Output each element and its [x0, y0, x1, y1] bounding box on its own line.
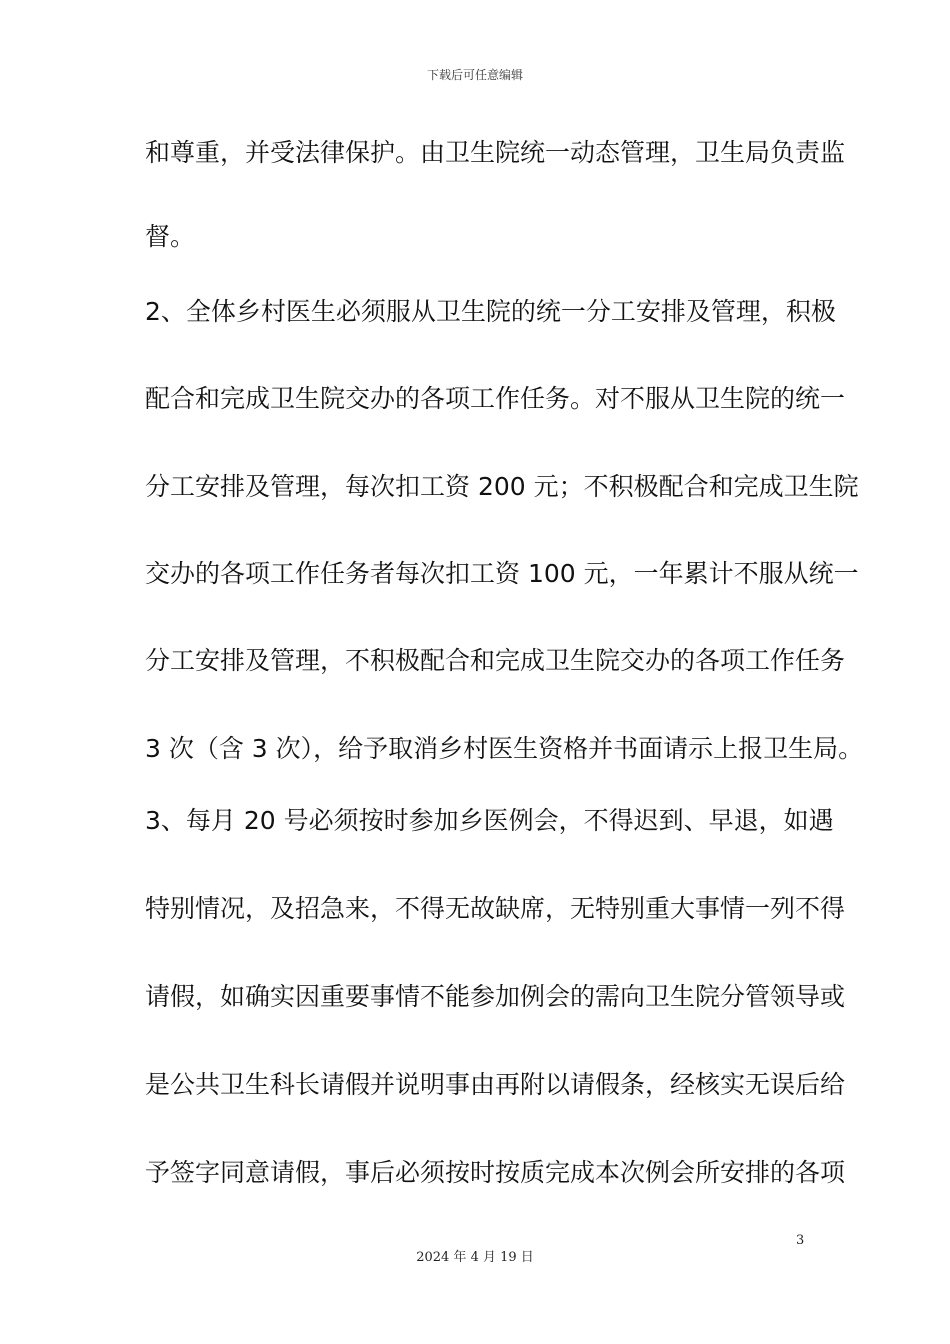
body-line-13: 予签字同意请假，事后必须按时按质完成本次例会所安排的各项: [145, 1158, 846, 1187]
body-line-6: 交办的各项工作任务者每次扣工资 100 元，一年累计不服从统一: [145, 559, 859, 588]
body-line-11: 请假，如确实因重要事情不能参加例会的需向卫生院分管领导或: [145, 982, 846, 1011]
page-header: 下载后可任意编辑: [426, 68, 523, 82]
body-line-5: 分工安排及管理，每次扣工资 200 元；不积极配合和完成卫生院: [145, 472, 859, 501]
body-line-7: 分工安排及管理，不积极配合和完成卫生院交办的各项工作任务: [145, 646, 846, 675]
body-line-2: 督。: [145, 222, 196, 251]
body-line-10: 特别情况，及招急来，不得无故缺席，无特别重大事情一列不得: [145, 894, 846, 923]
body-line-1: 和尊重，并受法律保护。由卫生院统一动态管理，卫生局负责监: [145, 138, 846, 167]
page-number: 3: [796, 1233, 805, 1248]
body-line-12: 是公共卫生科长请假并说明事由再附以请假条，经核实无误后给: [145, 1070, 846, 1099]
body-line-4: 配合和完成卫生院交办的各项工作任务。对不服从卫生院的统一: [145, 384, 846, 413]
footer-date: 2024 年 4 月 19 日: [416, 1250, 534, 1265]
body-line-3: 2、全体乡村医生必须服从卫生院的统一分工安排及管理，积极: [145, 297, 836, 326]
body-line-8: 3 次（含 3 次），给予取消乡村医生资格并书面请示上报卫生局。: [145, 734, 864, 763]
body-line-9: 3、每月 20 号必须按时参加乡医例会，不得迟到、早退，如遇: [145, 806, 834, 835]
